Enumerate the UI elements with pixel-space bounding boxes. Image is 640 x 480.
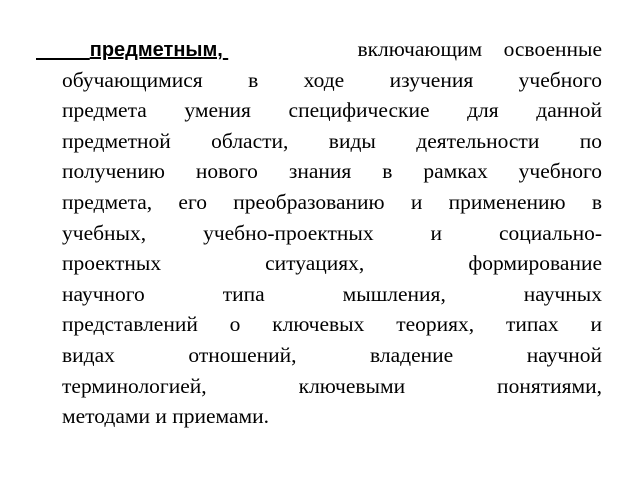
paragraph-line-7: учебных, учебно-проектных и социально-: [62, 220, 602, 245]
paragraph-line-6: предмета, его преобразованию и применению в: [62, 189, 602, 214]
paragraph-line-2: обучающимися в ходе изучения учебного: [62, 67, 602, 92]
paragraph-line-8: проектных ситуациях, формирование: [62, 251, 602, 276]
line-1-text: включающим освоенные: [357, 37, 602, 61]
paragraph-line-4: предметной области, виды деятельности по: [62, 128, 602, 153]
indent-underline: [36, 37, 90, 61]
paragraph-line-5: получению нового знания в рамках учебного: [62, 159, 602, 184]
paragraph-line-12: терминологией, ключевыми понятиями,: [62, 373, 602, 398]
lead-term: предметным,: [89, 39, 223, 61]
paragraph-line-3: предмета умения специфические для данной: [62, 98, 602, 123]
paragraph-line-11: видах отношений, владение научной: [62, 342, 602, 367]
paragraph-line-9: научного типа мышления, научных: [62, 281, 602, 306]
lead-term-group: [36, 34, 228, 66]
paragraph-line-13: методами и приемами.: [62, 404, 270, 429]
paragraph-line-10: представлений о ключевых теориях, типах и: [62, 312, 602, 337]
body-paragraph: [62, 34, 602, 432]
paragraph-line-1: [36, 34, 602, 65]
lead-trailing-underline: [223, 37, 228, 61]
